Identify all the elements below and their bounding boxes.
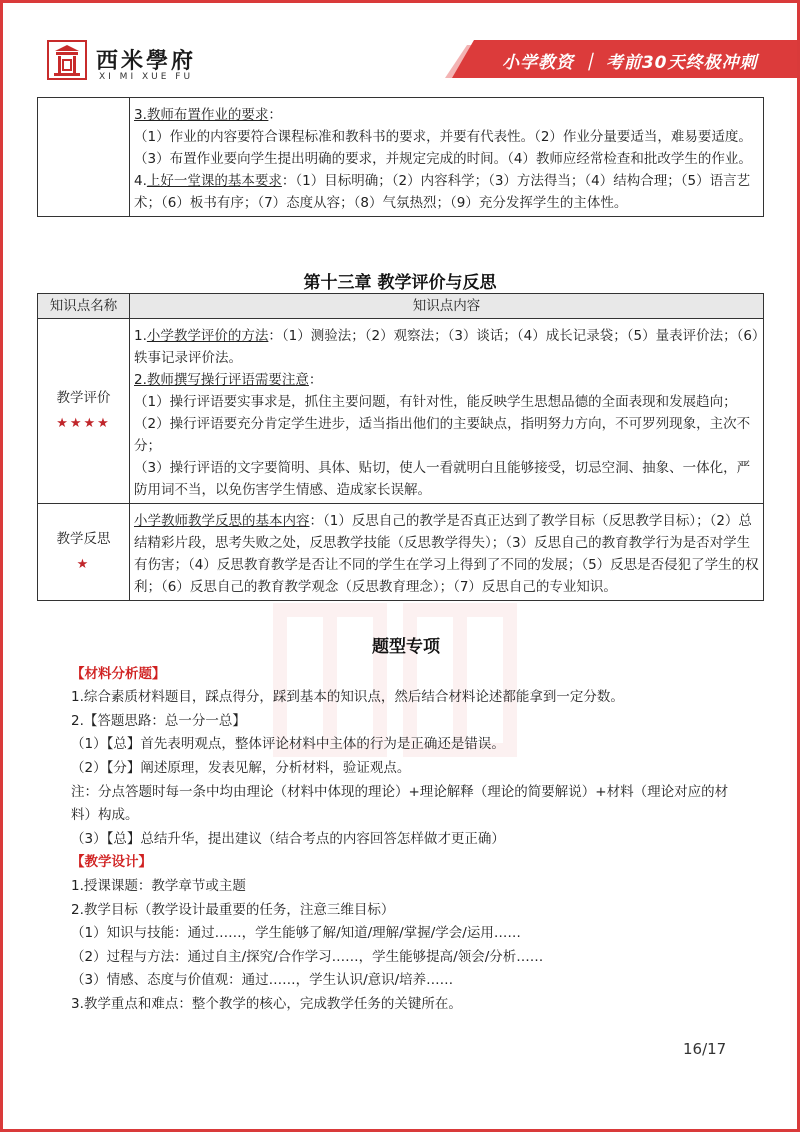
table-header-row <box>38 294 764 319</box>
page-header <box>0 0 800 92</box>
continued-table <box>37 97 764 217</box>
table-cell-content <box>130 98 764 217</box>
section-title: 题型专项 <box>372 637 440 657</box>
paragraph: 4.上好一堂课的基本要求：（1）目标明确；（2）内容科学；（3）方法得当；（4）结构合理；（5）语言艺术；（6）板书有序；（7）态度从容；（8）气氛热烈；（9）充分发挥学生的主体性。 <box>134 173 751 211</box>
paragraph: 3.教学重点和难点：整个教学的核心，完成教学任务的关键所在。 <box>71 995 462 1012</box>
paragraph: 注：分点答题时每一条中均由理论（材料中体现的理论）+理论解释（理论的简要解说）+材料（理论对应的材料）构成。 <box>71 783 729 824</box>
paragraph: 小学教师教学反思的基本内容：（1）反思自己的教学是否真正达到了教学目标（反思教学目标）；（2）总结精彩片段，思考失败之处，反思教学技能（反思教学得失）；（3）反思自己的教育教学行为是否对学生有伤害；（4）反思教育教学是否让不同的学生在学习上得到了不同的发展；（5）反思是否侵犯了学生的权利；（6）反思自己的教育教学观念（反思教育理念）；（7）反思自己的专业知识。 <box>134 513 759 595</box>
table-row <box>38 319 764 504</box>
paragraph: （1）操行评语要实事求是，抓住主要问题，有针对性，能反映学生思想品德的全面表现和发展趋向； <box>134 394 737 410</box>
importance-stars: ★★★★ <box>56 416 111 431</box>
banner-text: 小学教资 ｜ 考前30天终极冲刺 <box>502 53 758 73</box>
paragraph: 2.教学目标（教学设计最重要的任务，注意三维目标） <box>71 901 395 918</box>
importance-stars: ★ <box>76 557 91 572</box>
paragraph: （3）【总】总结升华，提出建议（结合考点的内容回答怎样做才更正确） <box>71 830 505 847</box>
knowledge-table <box>37 293 764 601</box>
column-header-content: 知识点内容 <box>130 294 764 319</box>
paragraph: （1）【总】首先表明观点，整体评论材料中主体的行为是正确还是错误。 <box>71 736 505 753</box>
logo-subtitle: XI MI XUE FU <box>99 72 194 82</box>
table-cell-empty <box>38 98 130 217</box>
logo-name: 西米學府 <box>96 48 197 74</box>
knowledge-point-name: 教学反思 ★ <box>38 504 130 601</box>
paragraph: 3.教师布置作业的要求： <box>134 107 282 123</box>
paragraph: （3）操行评语的文字要简明、具体、贴切，使人一看就明白且能够接受，切忌空洞、抽象、一体化，严防用词不当，以免伤害学生情感、造成家长误解。 <box>134 460 751 498</box>
paragraph: （2）过程与方法：通过自主/探究/合作学习……，学生能够提高/领会/分析…… <box>71 948 544 965</box>
subsection-heading: 【教学设计】 <box>71 854 152 871</box>
chapter-title: 第十三章 教学评价与反思 <box>303 273 497 293</box>
page-number: 16/17 <box>683 1040 727 1058</box>
knowledge-point-name: 教学评价 ★★★★ <box>38 319 130 504</box>
paragraph: 1.综合素质材料题目，踩点得分，踩到基本的知识点，然后结合材料论述都能拿到一定分数。 <box>71 689 624 706</box>
knowledge-point-content <box>130 504 764 601</box>
paragraph: 1.授课课题：教学章节或主题 <box>71 877 246 894</box>
paragraph: （3）情感、态度与价值观：通过……，学生认识/意识/培养…… <box>71 972 454 989</box>
paragraph: （2）操行评语要充分肯定学生进步，适当指出他们的主要缺点，指明努力方向，不可罗列现象，主次不分； <box>134 416 751 454</box>
paragraph: （1）知识与技能：通过……，学生能够了解/知道/理解/掌握/学会/运用…… <box>71 925 521 942</box>
paragraph: （2）【分】阐述原理，发表见解，分析材料，验证观点。 <box>71 759 411 776</box>
paragraph: （1）作业的内容要符合课程标准和教科书的要求，并要有代表性。（2）作业分量要适当，难易要适度。（3）布置作业要向学生提出明确的要求，并规定完成的时间。（4）教师应经常检查和批改学生的作业。 <box>134 129 752 167</box>
paragraph: 2.教师撰写操行评语需要注意： <box>134 372 323 388</box>
knowledge-point-content <box>130 319 764 504</box>
paragraph: 1.小学教学评价的方法：（1）测验法；（2）观察法；（3）谈话；（4）成长记录袋；（5）量表评价法；（6）轶事记录评价法。 <box>134 328 759 366</box>
subsection-heading: 【材料分析题】 <box>71 665 166 682</box>
column-header-name: 知识点名称 <box>38 294 130 319</box>
logo-icon <box>47 40 87 80</box>
paragraph: 2.【答题思路：总一分一总】 <box>71 712 246 729</box>
question-types-section <box>71 636 741 1017</box>
table-row <box>38 504 764 601</box>
